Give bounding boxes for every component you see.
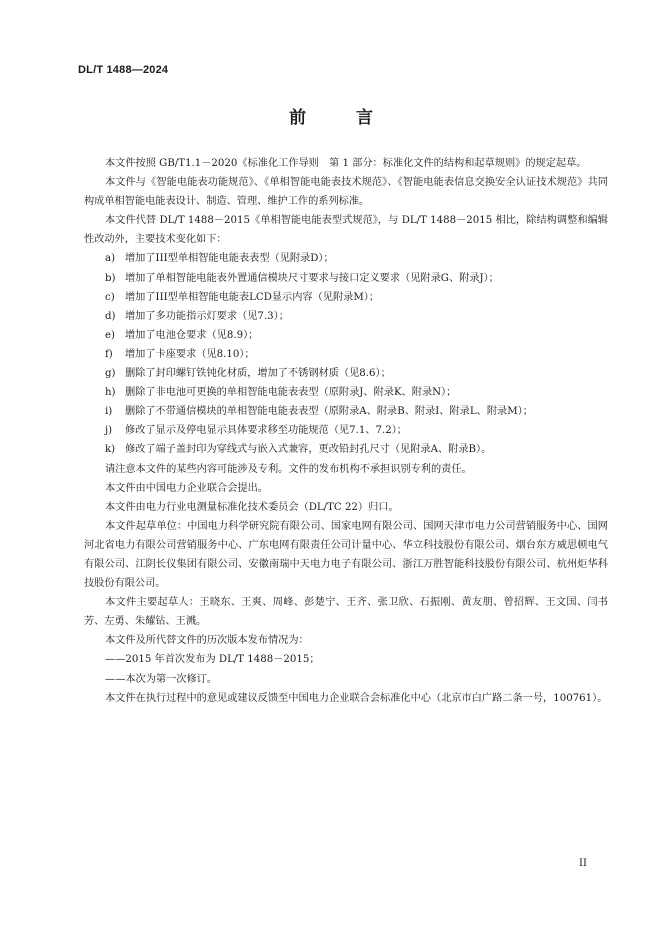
- list-item: [84, 421, 608, 440]
- list-item-text: 修改了显示及停电显示具体要求移至功能规范（见7.1、7.2）；: [125, 425, 407, 437]
- list-marker: h): [105, 387, 116, 399]
- list-item: [84, 383, 608, 402]
- paragraph: 本文件代替 DL/T 1488－2015《单相智能电能表型式规范》，与 DL/T 1488－2015 相比，除结构调整和编辑性改动外，主要技术变化如下：: [84, 215, 608, 246]
- page-title: 前 言: [289, 108, 395, 128]
- list-item-text: 增加了III型单相智能电能表表型（见附录D）；: [125, 253, 334, 265]
- list-item: [84, 364, 608, 383]
- document-code: DL/T 1488—2024: [78, 64, 169, 76]
- list-marker: e): [105, 329, 116, 341]
- list-item: [84, 402, 608, 421]
- drafting-units-paragraph: 本文件起草单位：中国电力科学研究院有限公司、国家电网有限公司、国网天津市电力公司营销服务中心、国网河北省电力有限公司营销服务中心、广东电网有限责任公司计量中心、华立科技股份有限公司、烟台东方威思顿电气有限公司、江阴长仪集团有限公司、安徽南瑞中天电力电子有限公司、浙江万胜智能科技股份有限公司、杭州炬华科技股份有限公司。: [84, 520, 608, 590]
- document-body: [84, 154, 608, 708]
- paragraph: 请注意本文件的某些内容可能涉及专利。文件的发布机构不承担识别专利的责任。: [105, 463, 472, 475]
- list-marker: i): [105, 406, 113, 418]
- feedback-paragraph: 本文件在执行过程中的意见或建议反馈至中国电力企业联合会标准化中心（北京市白广路二条一号，100761）。: [105, 692, 608, 704]
- list-item: [84, 326, 608, 345]
- list-marker: c): [105, 291, 115, 303]
- list-item-text: 增加了卡座要求（见8.10）；: [125, 348, 255, 360]
- intro-section: [84, 154, 608, 249]
- list-marker: b): [105, 272, 116, 284]
- list-marker: j): [105, 425, 113, 437]
- list-item-text: 增加了电池仓要求（见8.9）；: [125, 329, 259, 341]
- paragraph: 本文件由中国电力企业联合会提出。: [105, 482, 268, 494]
- list-item-text: 删除了不带通信模块的单相智能电能表表型（原附录A、附录B、附录I、附录L、附录M）；: [125, 406, 533, 418]
- list-item-text: 删除了封印螺钉铁钝化材质，增加了不锈钢材质（见8.6）；: [125, 368, 391, 380]
- drafters-paragraph: 本文件主要起草人：王晓东、王爽、周峰、彭楚宁、王齐、张卫欣、石振刚、黄友朋、曾招辉、王文国、闫书芳、左勇、朱耀钻、王溅。: [84, 597, 608, 628]
- list-marker: g): [105, 368, 116, 380]
- paragraph: 本文件及所代替文件的历次版本发布情况为：: [105, 635, 309, 647]
- list-item-text: 删除了非电池可更换的单相智能电能表表型（原附录J、附录K、附录N）；: [125, 387, 457, 399]
- list-marker: k): [105, 444, 116, 456]
- list-item: [84, 307, 608, 326]
- version-history-item: ——本次为第一次修订。: [105, 673, 218, 685]
- list-item: [84, 345, 608, 364]
- paragraph: 本文件与《智能电能表功能规范》、《单相智能电能表技术规范》、《智能电能表信息交换安全认证技术规范》共同构成单相智能电能表设计、制造、管理、维护工作的系列标准。: [84, 177, 608, 208]
- list-item: [84, 249, 608, 268]
- list-item-text: 增加了单相智能电能表外置通信模块尺寸要求与接口定义要求（见附录G、附录J）；: [125, 272, 499, 284]
- list-marker: d): [105, 310, 116, 322]
- list-item-text: 增加了III型单相智能电能表LCD显示内容（见附录M）；: [125, 291, 380, 303]
- list-marker: a): [105, 253, 116, 265]
- list-item-text: 增加了多功能指示灯要求（见7.3）；: [125, 310, 289, 322]
- list-item: [84, 269, 608, 288]
- paragraph: 本文件按照 GB/T1.1－2020《标准化工作导则 第 1 部分：标准化文件的结构和起草规则》的规定起草。: [105, 158, 587, 169]
- list-item: [84, 288, 608, 307]
- paragraph: 本文件由电力行业电测量标准化技术委员会（DL/TC 22）归口。: [105, 501, 399, 513]
- changes-list: [84, 249, 608, 459]
- version-history-item: ——2015 年首次发布为 DL/T 1488－2015；: [105, 654, 320, 666]
- list-item: [84, 440, 608, 459]
- page-number: II: [579, 858, 587, 869]
- list-item-text: 修改了端子盖封印为穿线式与嵌入式兼容，更改铅封孔尺寸（见附录A、附录B）。: [125, 444, 492, 456]
- closing-section: [84, 460, 608, 708]
- list-marker: f): [105, 348, 113, 360]
